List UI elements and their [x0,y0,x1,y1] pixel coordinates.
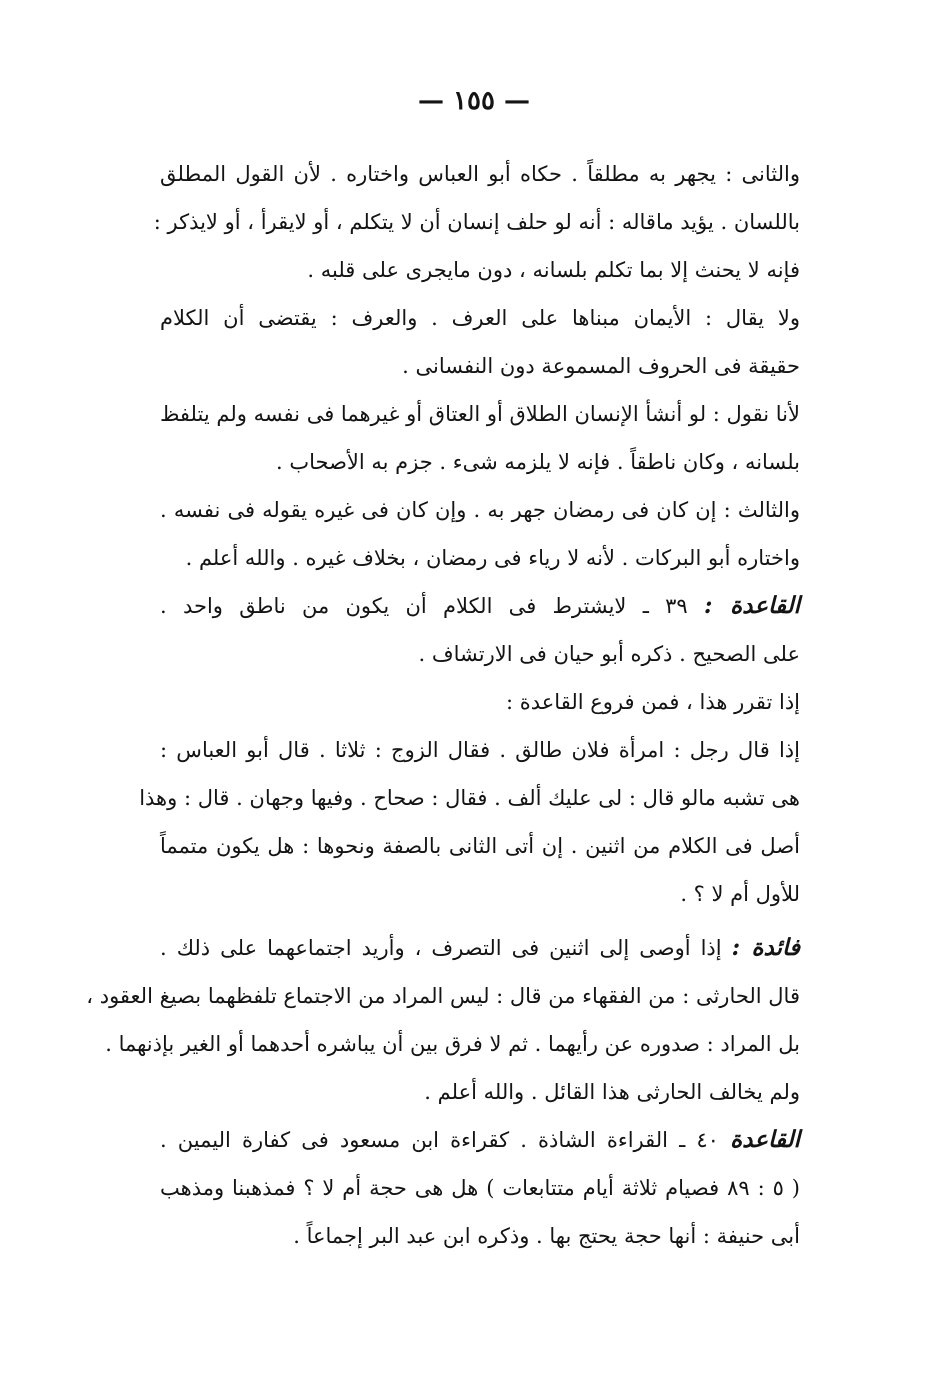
text-line: بلسانه ، وكان ناطقاً . فإنه لا يلزمه شىء . جزم به الأصحاب . [276,450,800,474]
text-line: إذا تقرر هذا ، فمن فروع القاعدة : [506,690,800,714]
text-line: والثالث : إن كان فى رمضان جهر به . وإن كان فى غيره يقوله فى نفسه . [160,498,800,522]
text-line: ولا يقال : الأيمان مبناها على العرف . والعرف : يقتضى أن الكلام [160,306,800,330]
page-number: — ١٥٥ — [417,86,531,116]
text-line: هى تشبه مالو قال : لى عليك ألف . فقال : صحاح . وفيها وجهان . قال : وهذا [139,786,800,810]
text-line: حقيقة فى الحروف المسموعة دون النفسانى . [402,354,800,378]
rule-heading-40: القاعدة ٤٠ ـ القراءة الشاذة . كقراءة ابن مسعود فى كفارة اليمين . [160,1126,800,1153]
text-line: أبى حنيفة : أنها حجة يحتج بها . وذكره ابن عبد البر إجماعاً . [293,1224,800,1248]
text-line: قال الحارثى : من الفقهاء من قال : ليس المراد من الاجتماع تلفظهما بصيغ العقود ، [86,984,800,1008]
text-line: ولم يخالف الحارثى هذا القائل . والله أعلم . [424,1080,800,1104]
text-line: واختاره أبو البركات . لأنه لا رياء فى رمضان ، بخلاف غيره . والله أعلم . [185,546,800,570]
text-line: للأول أم لا ؟ . [680,882,800,906]
text-line: ( ٥ : ٨٩ فصيام ثلاثة أيام متتابعات ) هل هى حجة أم لا ؟ فمذهبنا ومذهب [160,1176,800,1200]
rule-label: القاعدة : [704,592,800,619]
text-line: باللسان . يؤيد ماقاله : أنه لو حلف إنسان أن لا يتكلم ، أو لايقرأ ، أو لايذكر : [153,210,800,234]
text-line: والثانى : يجهر به مطلقاً . حكاه أبو العباس واختاره . لأن القول المطلق [160,162,800,186]
text-line: إذا قال رجل : امرأة فلان طالق . فقال الزوج : ثلاثا . قال أبو العباس : [160,738,800,762]
rule-label: القاعدة [730,1126,800,1153]
text-line: على الصحيح . ذكره أبو حيان فى الارتشاف . [418,642,800,666]
note-label: فائدة : [731,934,800,961]
rule-heading-39: القاعدة : ٣٩ ـ لايشترط فى الكلام أن يكون من ناطق واحد . [160,592,800,619]
text-line: أصل فى الكلام من اثنين . إن أتى الثانى بالصفة ونحوها : هل يكون متمماً [160,834,800,858]
body-text [86,150,800,1260]
text-line: لأنا نقول : لو أنشأ الإنسان الطلاق أو العتاق أو غيرهما فى نفسه ولم يتلفظ [160,402,800,426]
text-line: فإنه لا يحنث إلا بما تكلم بلسانه ، دون مايجرى على قلبه . [307,258,800,282]
text-line: بل المراد : صدوره عن رأيهما . ثم لا فرق بين أن يباشره أحدهما أو الغير بإذنهما . [105,1032,800,1056]
note-heading: فائدة : إذا أوصى إلى اثنين فى التصرف ، وأريد اجتماعهما على ذلك . [160,934,800,961]
